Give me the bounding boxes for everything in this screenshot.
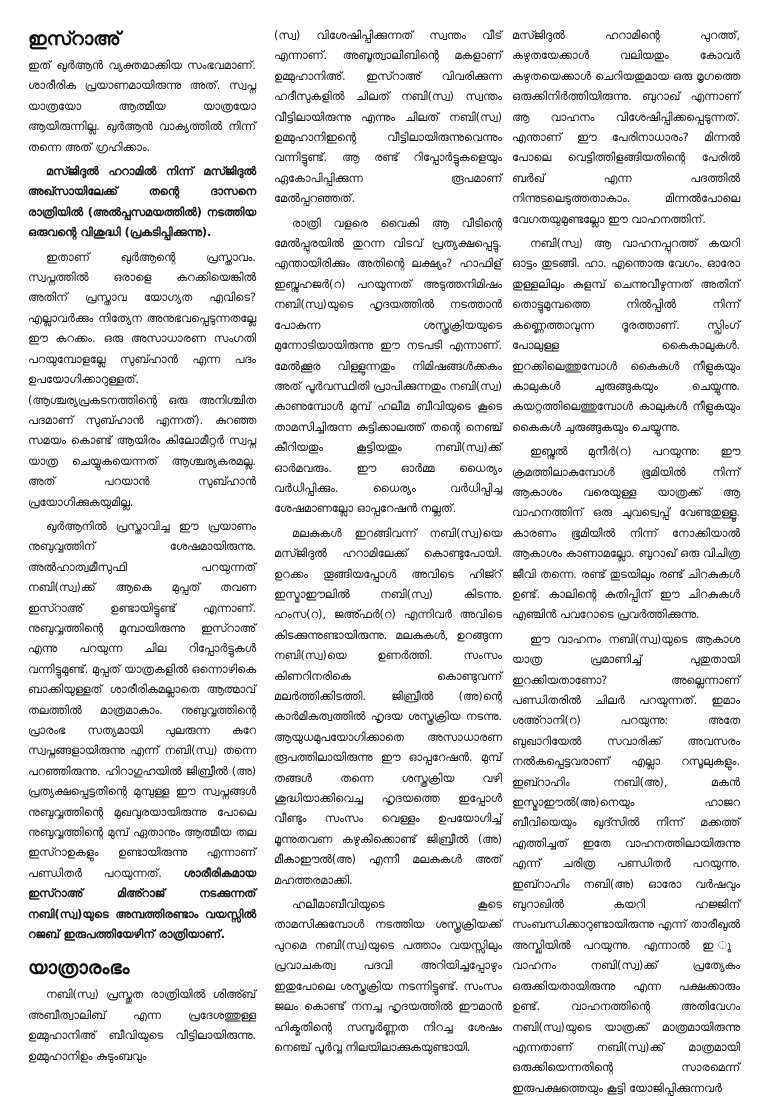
column-2 <box>274 26 502 1054</box>
body-text: നബി(സ്വ) ആ വാഹനപ്പുറത്ത് കയറി ഓട്ടം തുടങ്ങി. ഹാ. എന്തൊരു വേഗം. ഓരോ തുള്ളലിലും കുളമ്പ് ചെന്നുവീഴുന്നത് അതിന് തൊട്ടുമുമ്പത്തെ നിൽപ്പിൽ നിന്ന് കണ്ണെത്താവുന്ന ദൂരത്താണ്. സ്പ്രിംഗ് പോലുള്ള കൈകാലുകൾ. ഇറക്കിലെത്തുമ്പോൾ കൈകൾ നീളുകയും കാലുകൾ ചുരുങ്ങുകയും ചെയ്യുന്നു. കയറ്റത്തിലെത്തുമ്പോൾ കാലുകൾ നീളുകയും കൈകൾ ചുരുങ്ങുകയും ചെയ്യുന്നു. <box>512 237 740 434</box>
body-text: ഖുർആനിൽ പ്രസ്താവിച്ച ഈ പ്രയാണം നുബുവ്വത്തിന് ശേഷമായിരുന്നു. അൽഹാത്വമീസുഫി പറയുന്നത് നബി(സ്വ)ക്ക് ആകെ മുപ്പത് തവണ ഇസ്റാഅ് ഉണ്ടായിട്ടുണ്ട് എന്നാണ്. നുബുവ്വത്തിന്റെ മുമ്പായിരുന്നു ഇസ്റാഅ് എന്നു പറയുന്ന ചില റിപ്പോർട്ടുകൾ വന്നിട്ടുമുണ്ട്. മുപ്പത് യാത്രകളിൽ ഒന്നൊഴികെ ബാക്കിയുള്ളത് ശാരീരികമല്ലാതെ ആത്മാവ് തലത്തിൽ മാത്രമാകാം. നുബുവ്വത്തിന്റെ പ്രാരംഭ സത്യമായി പുലരുന്ന കുറേ സ്വപ്നങ്ങളായിരുന്നു എന്ന് നബി(സ്വ) തന്നെ പറഞ്ഞിരുന്നു. ഹിറാഗുഹയിൽ ജിബ്രീൽ (അ) പ്രത്യക്ഷപ്പെട്ടതിന്റെ മുമ്പുള്ള ഈ സ്വപ്നങ്ങൾ നുബുവ്വത്തിന്റെ മുഖവുരയായിരുന്നു പോലെ നുബുവ്വത്തിന്റെ മുമ്പ് ഏതാനും ആത്മീയ തല ഇസ്റാഉകളും ഉണ്ടായിരുന്നു എന്നാണ് പണ്ഡിതർ പറയുന്നത്. <box>28 519 256 880</box>
body-text: ഇതാണ് ഖുർആന്റെ പ്രസ്താവം. സ്വപ്നത്തിൽ ഒരാളെ കറക്കിയെങ്കിൽ അതിന് പ്രസ്താവ യോഗ്യത എവിടെ? എല്ലാവർക്കും നിത്യേന അനുഭവപ്പെടുന്നതല്ലേ ഈ കറക്കം. ഒരു അസാധാരണ സംഗതി പറയുമ്പോളല്ലേ സുബ്ഹാൻ എന്ന പദം ഉപയോഗിക്കാറുള്ളത്. (ആശ്ചര്യപ്രകടനത്തിന്റെ ഒരു അനിശ്ചിത പദമാണ് സുബ്ഹാൻ എന്നത്). കുറഞ്ഞ സമയം കൊണ്ട് ആയിരം കിലോമീറ്റർ സ്വപ്ന യാത്ര ചെയ്യുകയെന്നത് ആശ്ചര്യകരമല്ല. അത് പറയാൻ സുബ്ഹാൻ പ്രയോഗിക്കുകയുമില്ല. <box>28 250 256 509</box>
body-text: മലകുകൾ ഇറങ്ങിവന്ന് നബി(സ്വ)യെ മസ്ജിദുൽ ഹറാമിലേക്ക് കൊണ്ടുപോയി. ഉറക്കം തൂങ്ങിയപ്പോൾ അവിടെ ഹിജ്റ് ഇസ്മാഈലിൽ നബി(സ്വ) കിടന്നു. ഹംസ(റ), ജഅ്ഫർ(റ) എന്നിവർ അവിടെ കിടക്കുന്നുണ്ടായിരുന്നു. മലകുകൾ, ഉറങ്ങുന്ന നബി(സ്വ)യെ ഉണർത്തി. സംസം കിണറിനരികെ കൊണ്ടുവന്ന് മലർത്തിക്കിടത്തി. ജിബ്രീൽ (അ)ന്റെ കാർമികത്വത്തിൽ ഹൃദയ ശസ്ത്രക്രിയ നടന്നു. ആയുധമുപയോഗിക്കാതെ അസാധാരണ രൂപത്തിലായിരുന്നു ഈ ഓപ്പറേഷൻ. മുമ്പ് തങ്ങൾ തന്നെ ശസ്ത്രക്രിയ വഴി ശുദ്ധിയാക്കിവെച്ച ഹൃദയത്തെ ഇപ്പോൾ വീണ്ടും സംസം വെള്ളം ഉപയോഗിച്ച് മൂന്നുതവണ കഴുകിക്കൊണ്ട് ജിബ്രീൽ (അ) മീകാഈൽ(അ) എന്നീ മലകുകൾ അത് മഹത്തരമാക്കി. <box>274 526 502 887</box>
body-text: (സ്വ) വിശേഷിപ്പിക്കുന്നത് സ്വന്തം വീട് എന്നാണ്. അബൂത്വാലിബിന്റെ മകളാണ് ഉമ്മുഹാനിഅ്. ഇസ്റാഅ് വിവരിക്കുന്ന ഹദീസുകളിൽ ചിലത് നബി(സ്വ) സ്വന്തം വീട്ടിലായിരുന്നു എന്നും ചിലത് നബി(സ്വ) ഉമ്മുഹാനിഇന്റെ വീട്ടിലായിരുന്നുവെന്നും വന്നിട്ടുണ്ട്. ആ രണ്ട് റിപ്പോർട്ടുകളെയും ഏകോപിപ്പിക്കുന്ന രൂപമാണ് മേൽപ്പറഞ്ഞത്. <box>274 29 502 206</box>
bold-text: മസ്ജിദുൽ ഹറാമിൽ നിന്ന് മസ്ജിദുൽ അഖ്സായിലേക്ക് തന്റെ ദാസനെ രാത്രിയിൽ (അൽപ്പസമയത്തിൽ) നടത്തിയ ഒരുവന്റെ വിശുദ്ധി (പ്രകടിപ്പിക്കുന്നു). <box>28 165 256 240</box>
paragraph <box>28 985 256 1067</box>
section-heading: യാത്രാരംഭം <box>28 957 130 980</box>
paragraph <box>274 524 502 891</box>
paragraph <box>512 630 740 1099</box>
paragraph <box>512 442 740 626</box>
paragraph <box>512 234 740 438</box>
paragraph <box>28 517 256 946</box>
body-text: ഇബ്നുൽ മുനീർ(റ) പറയുന്നു: ഈ ക്രമത്തിലാകുമ്പോൾ ഭൂമിയിൽ നിന്ന് ആകാശം വരെയുള്ള യാത്രക്ക് ആ വാഹനത്തിന് ഒരു ചുവട്വെപ്പ് വേണ്ടതുള്ളൂ. കാരണം ഭൂമിയിൽ നിന്ന് നോക്കിയാൽ ആകാശം കാണാമല്ലോ. ബുറാഖ് ഒരു വിചിത്ര ജീവി തന്നെ. രണ്ട് തുടയിലും രണ്ട് ചിറകുകൾ ഉണ്ട്. കാലിന്റെ കുതിപ്പിന് ഈ ചിറകുകൾ എഞ്ചിൻ പവറോടെ പ്രവർത്തിക്കുന്നു. <box>512 445 740 622</box>
section-heading: ഇസ്റാഅ് <box>28 28 121 50</box>
paragraph <box>512 26 740 230</box>
bold-text: ശാരീരികമായ ഇസ്റാഅ് മിഅ്റാജ് നടക്കുന്നത് നബി(സ്വ)യുടെ അമ്പത്തിരണ്ടാം വയസ്സിൽ റജബ് ഇരുപത്തിയേഴിന് രാത്രിയാണ്. <box>28 866 256 942</box>
body-text: ഈ വാഹനം നബി(സ്വ)യുടെ ആകാശ യാത്ര പ്രമാണിച്ച് പുതുതായി ഇറക്കിയതാണോ? അല്ലെന്നാണ് പണ്ഡിതരിൽ ചിലർ പറയുന്നത്. ഇമാം ശഅ്റാനി(റ) പറയുന്നു: അതേ ബുഖാറിയേൽ സവാരിക്ക് അവസരം നൽകപ്പെട്ടവരാണ് എല്ലാ റസൂലുകളും. ഇബ്റാഹിം നബി(അ), മകൻ ഇസ്മാഈൽ(അ)നെയും ഹാജറ ബീവിയെയും ഖുദ്സിൽ നിന്ന് മക്കത്ത് എത്തിച്ചത് ഇതേ വാഹനത്തിലായിരുന്നു എന്ന് ചരിത്ര പണ്ഡിതർ പറയുന്നു. ഇബ്റാഹിം നബി(അ) ഓരോ വർഷവും ബുറാഖിൽ കയറി ഹജ്ജിന് സംബന്ധിക്കാറുണ്ടായിരുന്നു എന്ന് താരീഖുൽ അസ്ഖിയിൽ പറയുന്നു. എന്നാൽ ഇ ു വാഹനം നബി(സ്വ)ക്ക് പ്രത്യേകം ഒരുക്കിയതായിരുന്നു എന്ന പക്ഷക്കാരും ഉണ്ട്. വാഹനത്തിന്റെ അതിവേഗം നബി(സ്വ)യുടെ യാത്രക്ക് മാത്രമായിരുന്നു എന്നതാണ് നബി(സ്വ)ക്ക് മാത്രമായി ഒരുക്കിയെന്നതിന്റെ സാരമെന്ന് ഇരുപക്ഷത്തെയും കൂട്ടി യോജിപ്പിക്കുന്നവർ <box>512 632 740 1095</box>
paragraph <box>28 56 256 158</box>
body-text: ഇത് ഖുർആൻ വ്യക്തമാക്കിയ സംഭവമാണ്. ശാരീരിക പ്രയാണമായിരുന്നു അത്. സ്വപ്ന യാത്രയോ ആത്മീയ യാത്രയോ ആയിരുന്നില്ല. ഖുർആൻ വാക്യത്തിൽ നിന്ന് തന്നെ അത് ഗ്രഹിക്കാം. <box>28 59 256 154</box>
column-1 <box>28 26 256 1063</box>
paragraph <box>274 214 502 520</box>
paragraph <box>274 26 502 210</box>
body-text: നബി(സ്വ) പ്രസ്തുത രാത്രിയിൽ ശിഅ്ബ് അബീത്വാലിബ് എന്ന പ്രദേശത്തുള്ള ഉമ്മുഹാനിഅ് ബീവിയുടെ വീട്ടിലായിരുന്നു. ഉമ്മുഹാനിഉം കുടുംബവും <box>28 988 256 1063</box>
paragraph <box>274 895 502 1058</box>
body-text: മസ്ജിദുൽ ഹറാമിന്റെ പുറത്ത്, കഴുതയേക്കാൾ വലിയതും കോവർ കഴുതയെക്കാൾ ചെറിയതുമായ ഒരു മൃഗത്തെ ഒരുക്കിനിർത്തിയിരുന്നു. ബുറാഖ് എന്നാണ് ആ വാഹനം വിശേഷിപ്പിക്കപ്പെടുന്നത്. എന്താണ് ഈ പേരിനാധാരം? മിന്നൽ പോലെ വെട്ടിത്തിളങ്ങിയതിന്റെ പേരിൽ ബർഖ് എന്ന പദത്തിൽ നിന്നുടലെടുത്തതാകാം. മിന്നൽപോലെ വേഗതയുമുണ്ടല്ലോ ഈ വാഹനത്തിന്. <box>512 29 740 226</box>
body-text: ഹലീമാബീവിയുടെ കൂടെ താമസിക്കുമ്പോൾ നടത്തിയ ശസ്ത്രക്രിയക്ക് പുറമെ നബി(സ്വ)യുടെ പത്താം വയസ്സിലും പ്രവാചകത്വ പദവി അറിയിച്ചപ്പോഴും ഇതുപോലെ ശസ്ത്രക്രിയ നടന്നിട്ടുണ്ട്. സംസം ജലം കൊണ്ട് നനച്ച ഹൃദയത്തിൽ ഈമാൻ ഹിക്മതിന്റെ സമ്പൂർണ്ണത നിറച്ച ശേഷം നെഞ്ച് പൂർവ്വ നിലയിലാക്കുകയുണ്ടായി. <box>274 898 502 1054</box>
column-3 <box>512 26 740 1095</box>
paragraph <box>28 248 256 513</box>
paragraph <box>28 162 256 244</box>
article-page <box>28 26 748 1095</box>
body-text: രാത്രി വളരെ വൈകി ആ വീടിന്റെ മേൽപ്പുരയിൽ തുറന്ന വിടവ് പ്രത്യക്ഷപ്പെട്ടു. എന്തായിരിക്കും അതിന്റെ ലക്ഷ്യം? ഹാഫിള് ഇബ്നുഹജർ(റ) പറയുന്നത് അടുത്തനിമിഷം നബി(സ്വ)യുടെ ഹൃദയത്തിൽ നടത്താൻ പോകുന്ന ശസ്ത്രക്രിയയുടെ മുന്നോടിയായിരുന്നു ഈ നടപടി എന്നാണ്. മേൽക്കൂര വിള്ളുന്നതും നിമിഷങ്ങൾക്കകം അത് പൂർവസ്ഥിതി പ്രാപിക്കുന്നതും നബി(സ്വ) കാണുമ്പോൾ മുമ്പ് ഹലീമ ബീവിയുടെ കൂടെ താമസിച്ചിരുന്ന കുട്ടിക്കാലത്ത് തന്റെ നെഞ്ച് കീറിയതും കൂട്ടിയതും നബി(സ്വ)ക്ക് ഓർമവരും. ഈ ഓർമ്മ ധൈര്യം വർധിപ്പിക്കും. ധൈര്യം വർധിപ്പിച്ച ശേഷമാണല്ലോ ഓപ്പറേഷൻ നല്ലത്. <box>274 216 502 516</box>
